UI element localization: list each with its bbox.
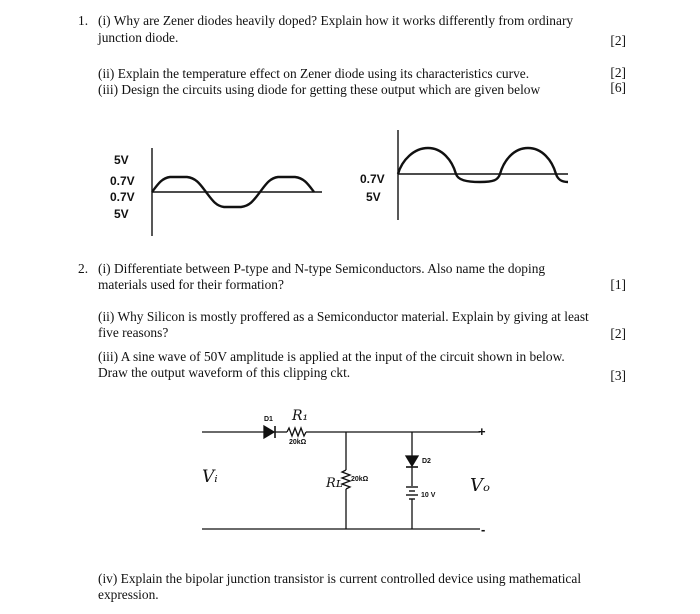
q2-part2-text: (ii) Why Silicon is mostly proffered as a Semiconductor material. Explain by giving at least <box>98 309 589 324</box>
wave-left-label-07v-top: 0.7V <box>110 174 135 188</box>
q2-part1-marks: [1] <box>610 277 626 292</box>
q2-part2-text-cont: five reasons? <box>98 325 169 340</box>
wave-right-label-5v: 5V <box>366 190 381 204</box>
q1-part3-marks: [6] <box>610 80 626 95</box>
rl-handwritten-label: Rʟ <box>326 476 343 491</box>
waveform-left <box>152 148 322 236</box>
r1-handwritten-label: R₁ <box>292 408 309 424</box>
q2-part4-text: (iv) Explain the bipolar junction transistor is current controlled device using mathematical <box>98 571 582 586</box>
waveform-right <box>398 130 568 220</box>
q1-part1-marks: [2] <box>610 33 626 48</box>
r1-resistor-zigzag <box>287 428 306 436</box>
vi-handwritten-label: Vᵢ <box>202 467 218 487</box>
q1-part2-text: (ii) Explain the temperature effect on Zener diode using its characteristics curve. <box>98 66 530 81</box>
battery-value: 10 V <box>421 492 436 499</box>
wave-right-label-07v: 0.7V <box>360 172 385 186</box>
output-plus-sign: + <box>478 424 486 439</box>
q2-part1-text-cont: materials used for their formation? <box>98 277 284 292</box>
q1-part1-text: (i) Why are Zener diodes heavily doped? Explain how it works differently from ordinary <box>98 13 574 28</box>
q1-number: 1. <box>78 13 89 28</box>
d1-diode-triangle <box>264 426 274 438</box>
q2-part3-marks: [3] <box>610 368 626 383</box>
q1-part2-marks: [2] <box>610 65 626 80</box>
q2-part4-text-cont: expression. <box>98 587 159 602</box>
q1-part1-text-cont: junction diode. <box>98 30 179 45</box>
rl-value: 20kΩ <box>351 476 369 483</box>
q2-part3-text-cont: Draw the output waveform of this clipping ckt. <box>98 365 351 380</box>
d2-label: D2 <box>422 458 431 465</box>
wave-right-clipped-trace <box>398 148 568 182</box>
vo-handwritten-label: Vₒ <box>470 475 490 496</box>
rl-resistor-zigzag <box>342 470 350 489</box>
wave-left-label-5v-top: 5V <box>114 153 129 167</box>
q2-number: 2. <box>78 261 89 276</box>
q2-part2-marks: [2] <box>610 326 626 341</box>
wave-left-label-07v-bottom: 0.7V <box>110 190 135 204</box>
d1-label: D1 <box>264 416 273 423</box>
wave-left-label-5v-bottom: 5V <box>114 207 129 221</box>
q2-part1-text: (i) Differentiate between P-type and N-type Semiconductors. Also name the doping <box>98 261 546 276</box>
r1-value: 20kΩ <box>289 439 307 446</box>
output-minus-sign: - <box>481 522 486 537</box>
d2-diode-triangle <box>406 456 418 466</box>
q2-part3-text: (iii) A sine wave of 50V amplitude is applied at the input of the circuit shown in below. <box>98 349 565 364</box>
q1-part3-text: (iii) Design the circuits using diode for getting these output which are given below <box>98 82 541 97</box>
